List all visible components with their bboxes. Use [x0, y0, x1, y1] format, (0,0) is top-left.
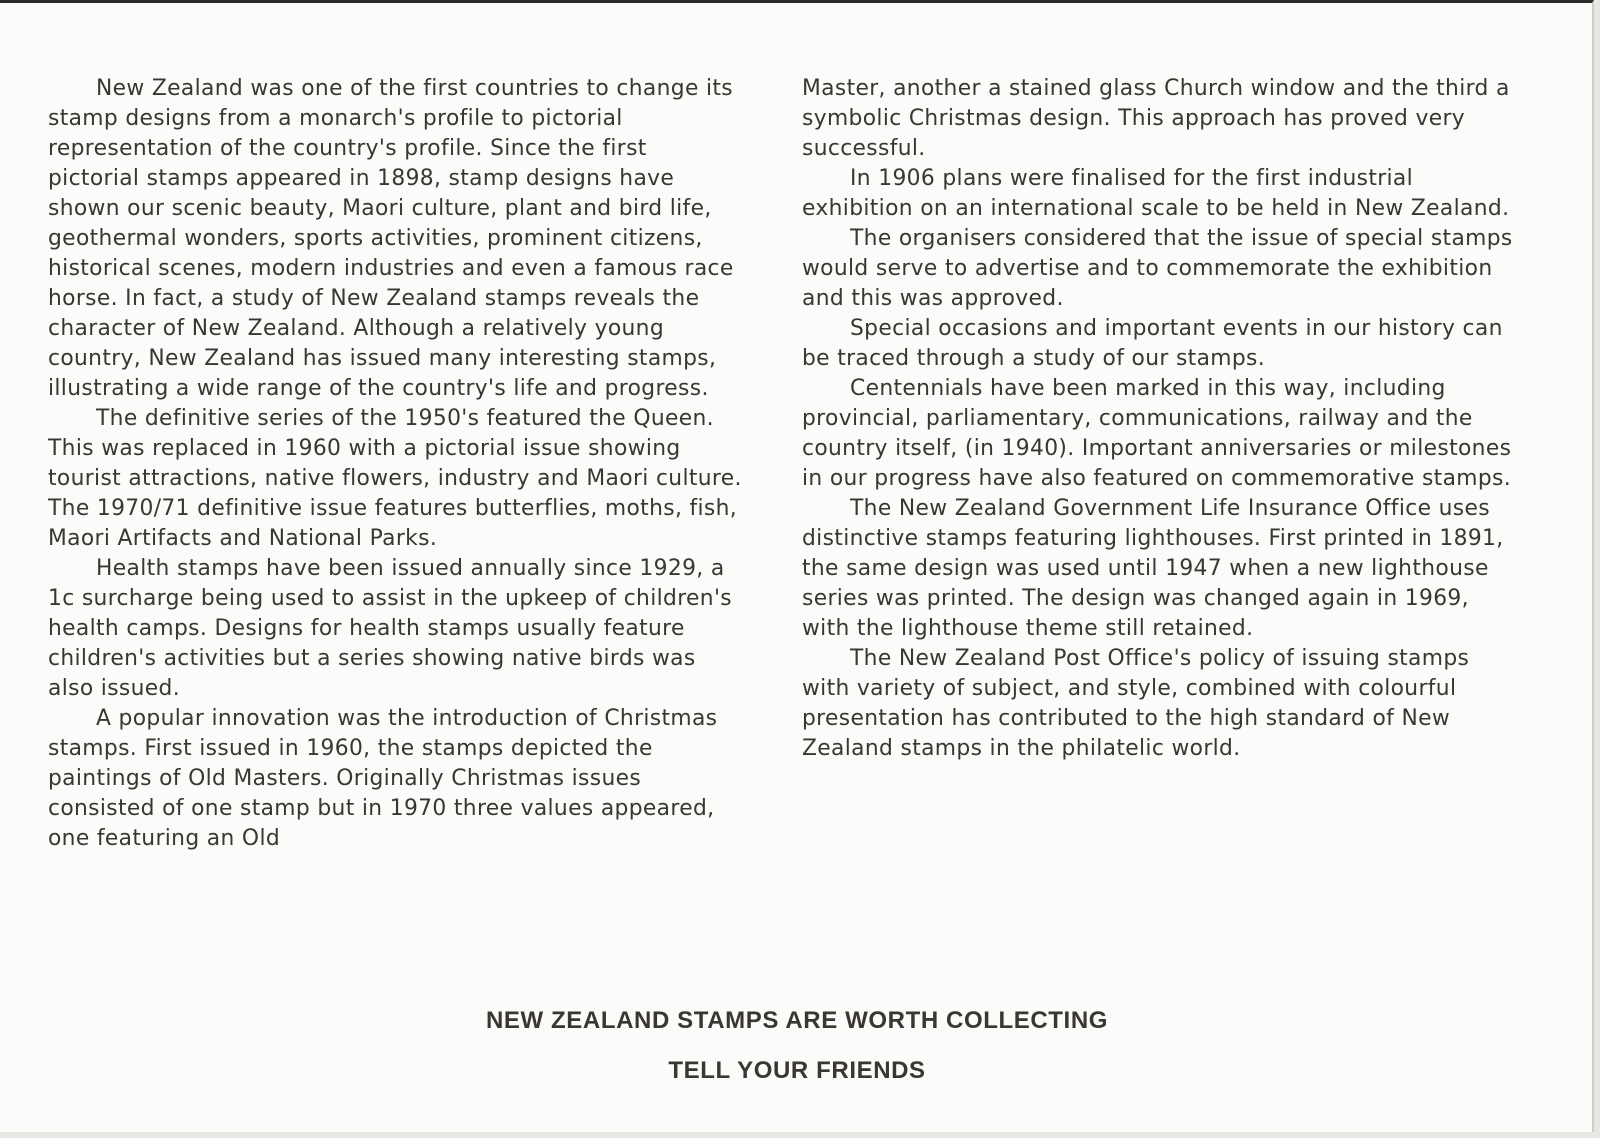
paragraph-special-occasions: Special occasions and important events in our history can be traced through a study of our stamps.: [802, 316, 1503, 371]
paragraph-exhibition: In 1906 plans were finalised for the first industrial exhibition on an international scale to be held in New Zealand.: [802, 166, 1510, 221]
right-column: [802, 74, 1522, 764]
paragraph-health-stamps: Health stamps have been issued annually since 1929, a 1c surcharge being used to assist in the upkeep of children's health camps. Designs for health stamps usually feature children's activities but a series showing native birds was also issued.: [48, 556, 733, 701]
paragraph-organisers: The organisers considered that the issue of special stamps would serve to advertise and to commemorate the exhibition and this was approved.: [802, 226, 1513, 311]
paragraph-christmas-continued: Master, another a stained glass Church window and the third a symbolic Christmas design. This approach has proved very successful.: [802, 76, 1510, 161]
footer-slogan: NEW ZEALAND STAMPS ARE WORTH COLLECTING: [485, 1007, 1109, 1034]
left-column: [48, 74, 743, 854]
paragraph-intro: New Zealand was one of the first countries to change its stamp designs from a monarch's profile to pictorial representation of the country's profile. Since the first pictorial stamps appeared in 1898, stamp designs have shown our scenic beauty, Maori culture, plant and bird life, geothermal wonders, sports activities, prominent citizens, historical scenes, modern industries and even a famous race horse. In fact, a study of New Zealand stamps reveals the character of New Zealand. Although a relatively young country, New Zealand has issued many interesting stamps, illustrating a wide range of the country's life and progress.: [48, 76, 734, 401]
paragraph-post-office-policy: The New Zealand Post Office's policy of issuing stamps with variety of subject, and style, combined with colourful presentation has contributed to the high standard of New Zealand stamps in the philatelic world.: [802, 646, 1470, 761]
paragraph-life-insurance: The New Zealand Government Life Insurance Office uses distinctive stamps featuring lighthouses. First printed in 1891, the same design was used until 1947 when a new lighthouse series was printed. The design was changed again in 1969, with the lighthouse theme still retained.: [802, 496, 1504, 641]
footer-tagline: TELL YOUR FRIENDS: [668, 1057, 926, 1084]
paragraph-christmas-stamps: A popular innovation was the introduction of Christmas stamps. First issued in 1960, the stamps depicted the paintings of Old Masters. Originally Christmas issues consisted of one stamp but in 1970 three values appeared, one featuring an Old: [48, 706, 718, 851]
paragraph-centennials: Centennials have been marked in this way, including provincial, parliamentary, communications, railway and the country itself, (in 1940). Important anniversaries or milestones in our progress have also featured on commemorative stamps.: [802, 376, 1512, 491]
paragraph-definitive-series: The definitive series of the 1950's featured the Queen. This was replaced in 1960 with a pictorial issue showing tourist attractions, native flowers, industry and Maori culture. The 1970/71 definitive issue features butterflies, moths, fish, Maori Artifacts and National Parks.: [48, 406, 742, 551]
